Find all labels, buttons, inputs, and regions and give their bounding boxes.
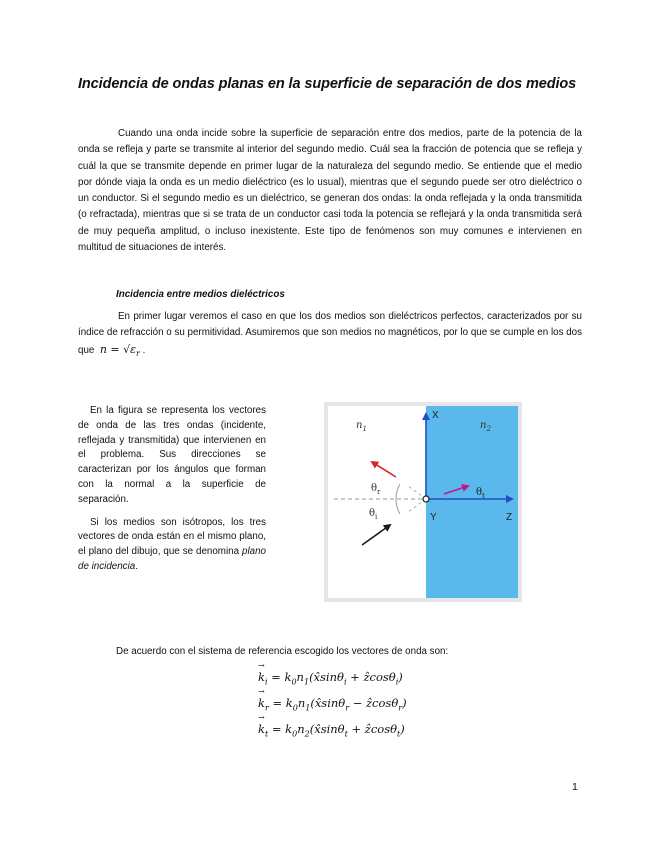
wave-vectors-figure [324,402,522,602]
theta-t-label: $\theta_t$ [476,487,485,500]
dielectric-paragraph-end: . [142,344,146,356]
transmitted-vector-equation: k → $_t = k_0n_2(x̂\sin\theta_t$ + ẑcosθ$_t$) [258,713,405,739]
intro-paragraph: Cuando una onda incide sobre la superficie de separación entre dos medios, parte de la potencia de la onda se refleja y parte se transmite al interior del segundo medio. Cuál sea la fracción de potencia que se refleja y cuál la que se transmite depende en primer lugar de la naturaleza del segundo medio. Se entiende que el medio por dónde viaja la onda es un medio dieléctrico (es lo usual), mientras que el segundo puede ser otro dieléctrico o un conductor. Si el segundo medio es un dieléctrico, se generan dos ondas: la onda reflejada y la onda transmitida (o refractada), mientras que si se trata de un conductor casi toda la potencia se reflejará y la onda transmitida será de muy pequeña amplitud, o incluso inexistente. Este tipo de fenómenos son muy comunes e intervienen en multitud de situaciones de interés. [78,128,582,254]
vector-arrow-icon: → [258,713,265,722]
figure-description-p2-start: Si los medios son isótropos, los tres vectores de onda están en el mismo plano, el plano del dibujo, que se denomina [78,516,266,558]
eq3-k: k → [258,713,265,736]
eq1-k: k → [258,661,265,684]
vector-arrow-icon: → [258,687,265,696]
y-axis-label: Y [430,512,437,523]
dielectric-paragraph-text: En primer lugar veremos el caso en que los dos medios son dieléctricos perfectos, caracterizados por su índice de refracción o su permitividad. Asumiremos que son medios no magnéticos, por lo que se cumple en los dos que [78,311,582,356]
incident-vector-equation: k → $_i = k_0n_1(x̂\sin\theta_i$ + ẑcosθ$_i$) [258,661,403,687]
refraction-formula-sub: r [136,348,140,358]
theta-r-label: $\theta_r$ [371,483,381,496]
dielectric-paragraph [78,309,582,362]
n2-label: $n_2$ [480,420,491,433]
plane-of-incidence-term: plano de incidencia [78,546,266,572]
figure-description-p1: En la figura se representa los vectores de onda de las tres ondas (incidente, reflejada y transmitida) que intervienen en el problema. Sus direcciones se caracterizan por los ángulos que forman con la normal a la superficie de separación. [78,405,266,505]
origin-point [423,496,429,502]
figure-description-p2-end: . [135,560,138,572]
wave-vectors-svg [324,402,522,602]
vector-arrow-icon: → [258,661,265,670]
page-title: Incidencia de ondas planas en la superficie de separación de dos medios [78,76,577,92]
z-axis-label: Z [506,512,513,523]
medium-2-region [426,406,518,598]
figure-description [78,404,266,575]
refraction-formula [100,343,140,356]
refraction-formula-main: n = √ε [99,342,137,356]
theta-i-label: $\theta_i$ [369,508,378,521]
wave-vectors-intro: De acuerdo con el sistema de referencia escogido los vectores de onda son: [116,646,449,657]
x-axis-label: X [432,410,439,421]
n1-label: $n_1$ [356,420,367,433]
reflected-vector-equation: k → $_r = k_0n_1(x̂\sin\theta_r$ − ẑcosθ$_r$) [258,687,407,713]
section-subheading: Incidencia entre medios dieléctricos [116,289,285,300]
page-number: 1 [572,781,578,793]
eq2-k: k → [258,687,265,710]
figure-description-p2 [78,516,266,575]
medium-1-region [328,406,426,598]
